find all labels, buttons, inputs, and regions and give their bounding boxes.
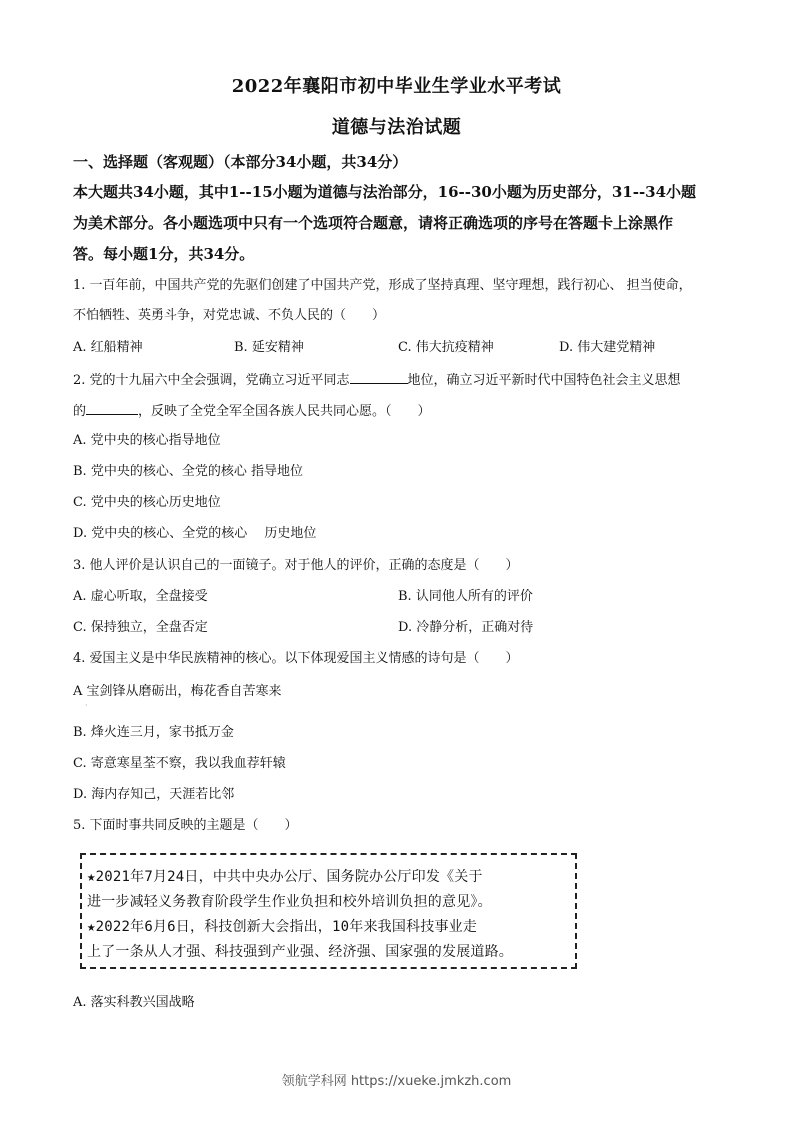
q4-option-b: B. 烽火连三月，家书抵万金 bbox=[73, 725, 234, 740]
q4-option-d: D. 海内存知己，天涯若比邻 bbox=[73, 787, 235, 802]
q3-option-d: D. 冷静分析，正确对待 bbox=[398, 620, 534, 635]
instructions-line-2: 为美术部分。各小题选项中只有一个选项符合题意，请将正确选项的序号在答题卡上涂黑作 bbox=[73, 214, 674, 232]
news-line-1: ★2021年7月24日，中共中央办公厅、国务院办公厅印发《关于 bbox=[87, 869, 483, 885]
q3-option-b: B. 认同他人所有的评价 bbox=[398, 589, 533, 604]
footer-watermark: 领航学科网 https://xueke.jmkzh.com bbox=[281, 1074, 512, 1089]
instructions-line-3: 答。每小题1分，共34分。 bbox=[73, 245, 255, 263]
q3-option-a: A. 虚心听取，全盘接受 bbox=[73, 589, 208, 604]
exam-title: 2022年襄阳市初中毕业生学业水平考试 bbox=[231, 76, 562, 97]
q1-stem-line-1: 1. 一百年前，中国共产党的先驱们创建了中国共产党，形成了坚持真理、坚守理想，践行初心、 担当使命， bbox=[73, 278, 692, 293]
q2-option-c: C. 党中央的核心历史地位 bbox=[73, 495, 221, 510]
q1-stem-line-2: 不怕牺牲、英勇斗争，对党忠诚、不负人民的（ ） bbox=[73, 308, 386, 323]
q2-option-d: D. 党中央的核心、全党的核心 历史地位 bbox=[73, 526, 317, 541]
q2-option-b: B. 党中央的核心、全党的核心 指导地位 bbox=[73, 464, 303, 479]
q2-stem-line-2 bbox=[73, 402, 431, 420]
q1-option-c: C. 伟大抗疫精神 bbox=[398, 340, 494, 355]
q3-option-c: C. 保持独立，全盘否定 bbox=[73, 620, 208, 635]
q4-option-c: C. 寄意寒星荃不察，我以我血荐轩辕 bbox=[73, 756, 286, 771]
q4-option-a: A 宝剑锋从磨砺出，梅花香自苦寒来 bbox=[73, 684, 282, 699]
q3-stem: 3. 他人评价是认识自己的一面镜子。对于他人的评价，正确的态度是（ ） bbox=[73, 558, 519, 573]
q2-stem-text-4: ，反映了全党全军全国各族人民共同心愿。（ ） bbox=[138, 404, 431, 419]
q1-option-a: A. 红船精神 bbox=[73, 340, 143, 355]
exam-subtitle: 道德与法治试题 bbox=[331, 117, 462, 138]
q1-option-b: B. 延安精神 bbox=[234, 340, 304, 355]
q2-stem-text-1: 2. 党的十九届六中全会强调，党确立习近平同志 bbox=[73, 373, 350, 388]
q2-blank-1 bbox=[350, 371, 408, 384]
q2-stem-line-1 bbox=[73, 371, 681, 389]
section-heading: 一、选择题（客观题）（本部分34小题，共34分） bbox=[73, 153, 408, 171]
q2-blank-2 bbox=[86, 402, 138, 415]
instructions-line-1: 本大题共34小题，其中1--15小题为道德与法治部分，16--30小题为历史部分，31--34小题 bbox=[73, 183, 697, 201]
q5-stem: 5. 下面时事共同反映的主题是（ ） bbox=[73, 818, 298, 833]
news-line-2: 进一步减轻义务教育阶段学生作业负担和校外培训负担的意见》。 bbox=[87, 894, 492, 910]
q2-option-a: A. 党中央的核心指导地位 bbox=[73, 433, 221, 448]
q2-stem-text-2: 地位，确立习近平新时代中国特色社会主义思想 bbox=[407, 373, 681, 388]
q2-stem-text-3: 的 bbox=[73, 404, 87, 419]
q1-option-d: D. 伟大建党精神 bbox=[559, 340, 656, 355]
q4-stem: 4. 爱国主义是中华民族精神的核心。以下体现爱国主义情感的诗句是（ ） bbox=[73, 651, 519, 666]
stray-dot: · bbox=[85, 701, 88, 710]
news-line-4: 上了一条从人才强、科技强到产业强、经济强、国家强的发展道路。 bbox=[87, 944, 513, 960]
news-line-3: ★2022年6月6日，科技创新大会指出，10年来我国科技事业走 bbox=[87, 919, 478, 935]
q5-option-a: A. 落实科教兴国战略 bbox=[73, 995, 195, 1010]
